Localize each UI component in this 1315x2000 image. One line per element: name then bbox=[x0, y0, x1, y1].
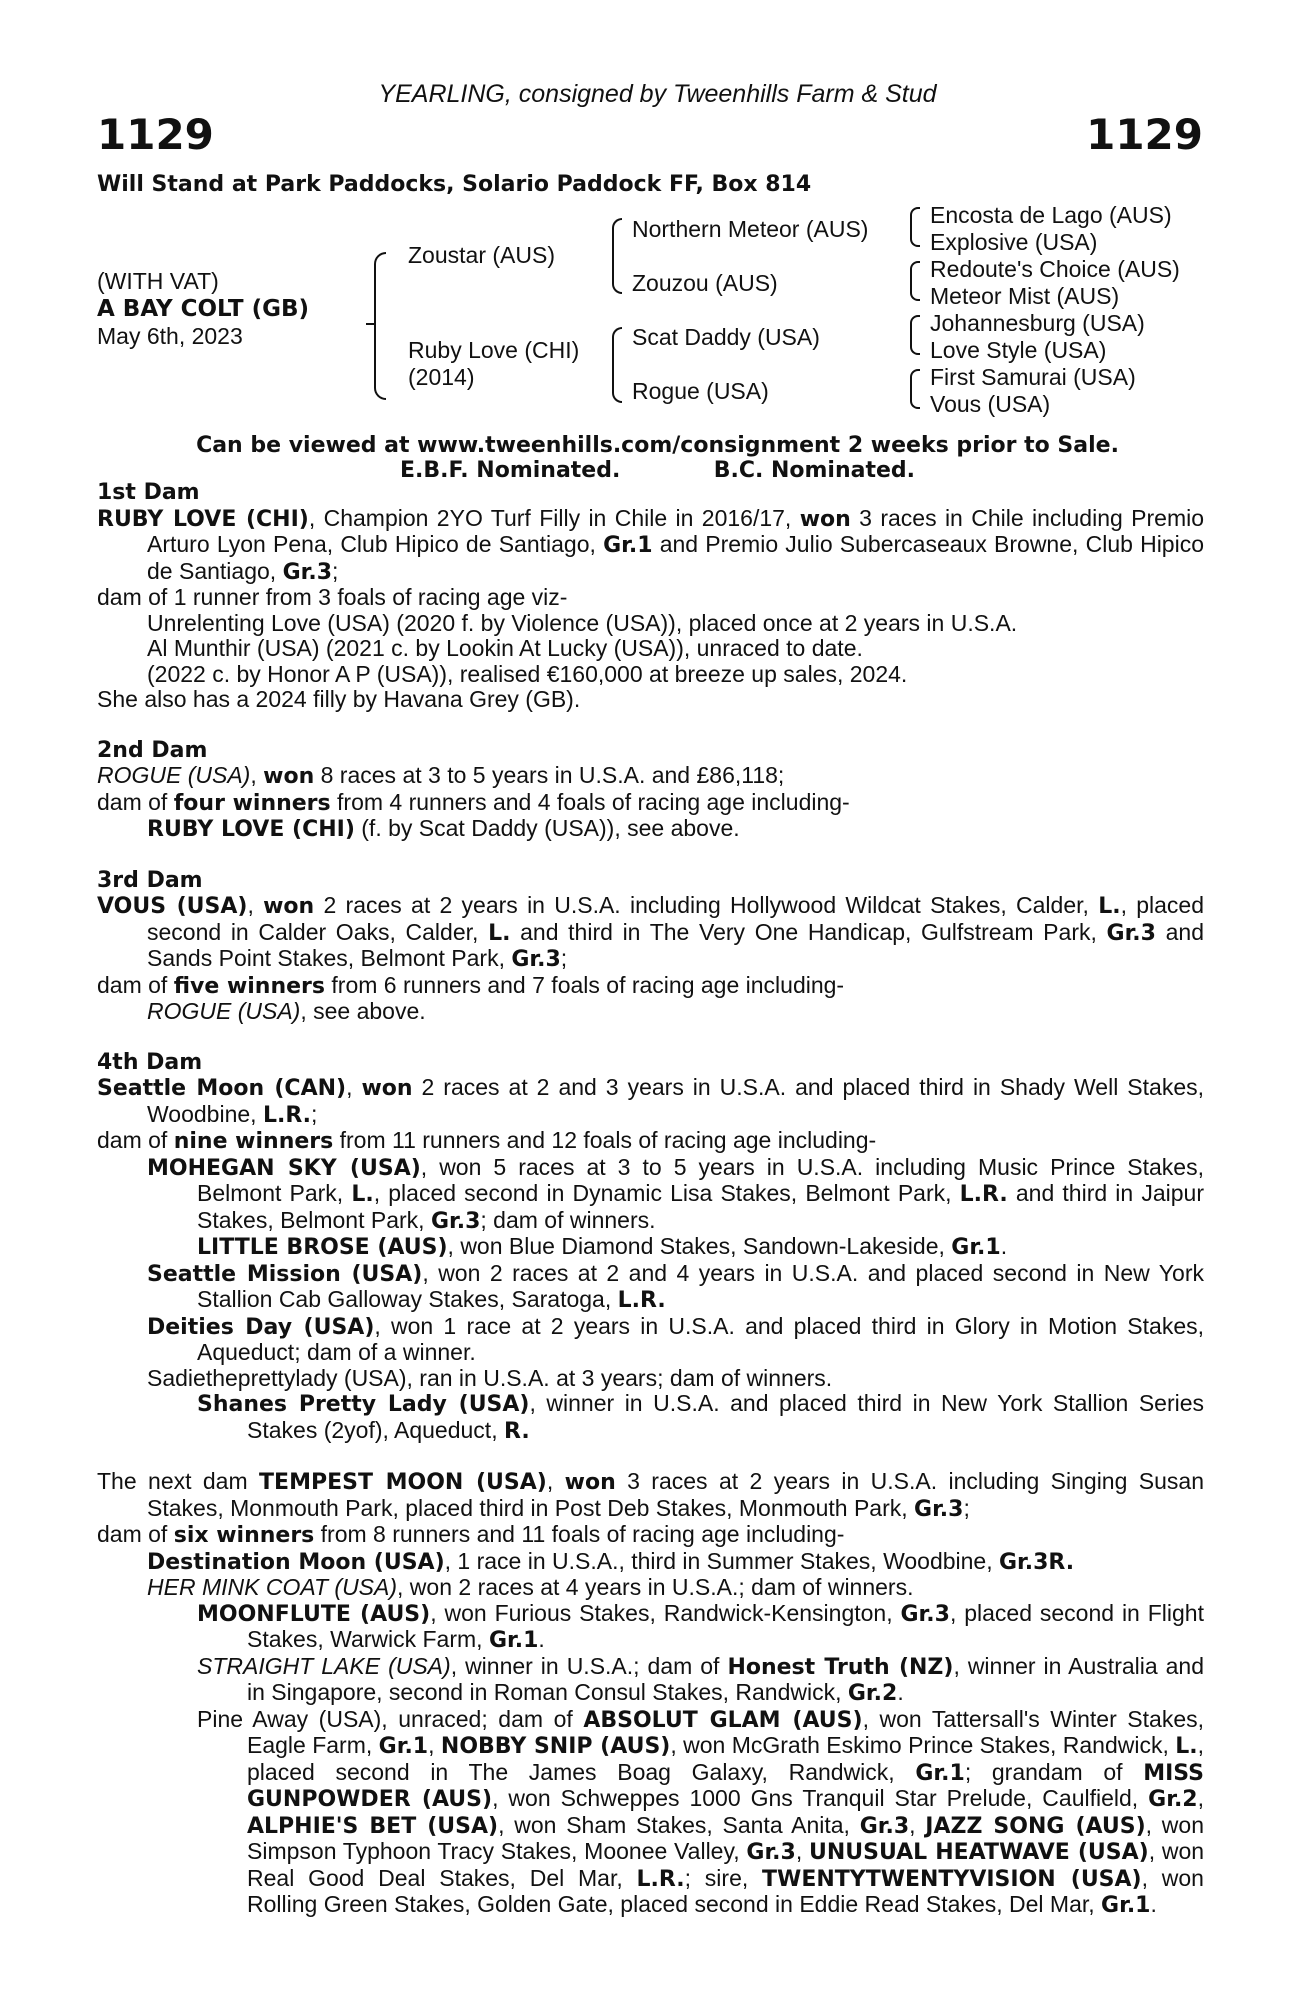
nextdam-progeny-mink: HER MINK COAT (USA), won 2 races at 4 years in U.S.A.; dam of winners. bbox=[147, 1574, 914, 1600]
dam1-name: RUBY LOVE (CHI) bbox=[97, 506, 309, 532]
dam3-name: VOUS (USA) bbox=[97, 894, 248, 919]
dam2-progeny-1: RUBY LOVE (CHI) (f. by Scat Daddy (USA)), see above. bbox=[147, 815, 740, 842]
nextdam-name: TEMPEST MOON (USA) bbox=[259, 1470, 547, 1495]
dam1-dam-of: dam of 1 runner from 3 foals of racing age viz- bbox=[97, 584, 568, 610]
dam4-record: Seattle Moon (CAN), won 2 races at 2 and 3 years in U.S.A. and placed third in Shady Well Stakes, Woodbine, L.R.; bbox=[97, 1074, 1204, 1128]
pedigree-brace-g3 bbox=[910, 315, 920, 355]
vat-label: (WITH VAT) bbox=[97, 268, 219, 294]
pedigree-sire-sire: Northern Meteor (AUS) bbox=[632, 216, 869, 242]
nextdam-progeny-destination: Destination Moon (USA), 1 race in U.S.A., third in Summer Stakes, Woodbine, Gr.3R. bbox=[147, 1547, 1075, 1575]
dam2-name: ROGUE (USA) bbox=[97, 762, 251, 788]
pedigree-g6: Love Style (USA) bbox=[930, 337, 1107, 363]
dam1-also: She also has a 2024 filly by Havana Grey (GB). bbox=[97, 686, 581, 712]
dam1-record: RUBY LOVE (CHI), Champion 2YO Turf Filly in Chile in 2016/17, won 3 races in Chile including Premio Arturo Lyon Pena, Club Hipico de Santiago, Gr.1 and Premio Julio Subercaseaux Browne, Club Hipico de Santiago, Gr.3; bbox=[97, 504, 1205, 585]
pedigree-g3: Redoute's Choice (AUS) bbox=[930, 256, 1180, 282]
dam1-heading: 1st Dam bbox=[97, 480, 200, 505]
pedigree-brace-main bbox=[374, 252, 386, 400]
pedigree-brace-dam bbox=[612, 327, 622, 403]
nextdam-grandprogeny-pine: Pine Away (USA), unraced; dam of ABSOLUT GLAM (AUS), won Tattersall's Winter Stakes, Eagle Farm, Gr.1, NOBBY SNIP (AUS), won McGrath Eskimo Prince Stakes, Randwick, L., placed second in The James Boag Galaxy, Randwick, Gr.1; grandam of MISS GUNPOWDER (AUS), won Schweppes 1000 Gns Tranquil Star Prelude, Caulfield, Gr.2, ALPHIE'S BET (USA), won Sham Stakes, Santa Anita, Gr.3, JAZZ SONG (AUS), won Simpson Typhoon Tracy Stakes, Moonee Valley, Gr.3, UNUSUAL HEATWAVE (USA), won Real Good Deal Stakes, Del Mar, L.R.; sire, TWENTYTWENTYVISION (USA), won Rolling Green Stakes, Golden Gate, placed second in Eddie Read Stakes, Del Mar, Gr.1. bbox=[197, 1705, 1205, 1918]
dam3-dam-of: dam of five winners from 6 runners and 7 foals of racing age including- bbox=[97, 971, 845, 999]
dam1-progeny-1: Unrelenting Love (USA) (2020 f. by Violence (USA)), placed once at 2 years in U.S.A. bbox=[147, 609, 1018, 636]
pedigree-g8: Vous (USA) bbox=[930, 391, 1051, 417]
pedigree-g1: Encosta de Lago (AUS) bbox=[930, 202, 1172, 228]
nextdam-grandprogeny-straight: STRAIGHT LAKE (USA), winner in U.S.A.; dam of Honest Truth (NZ), winner in Australia and in Singapore, second in Roman Consul Stakes, Randwick, Gr.2. bbox=[197, 1652, 1205, 1706]
lot-number-left: 1129 bbox=[97, 110, 214, 159]
pedigree-dam-sire: Scat Daddy (USA) bbox=[632, 324, 820, 350]
dam4-progeny-deities: Deities Day (USA), won 1 race at 2 years in U.S.A. and placed third in Glory in Motion Stakes, Aqueduct; dam of a winner. bbox=[147, 1312, 1205, 1365]
viewing-note: Can be viewed at www.tweenhills.com/consignment 2 weeks prior to Sale. bbox=[196, 433, 1119, 458]
bc-nominated: B.C. Nominated. bbox=[713, 458, 916, 483]
lot-number-right: 1129 bbox=[1086, 110, 1203, 159]
dam2-record: ROGUE (USA), won 8 races at 3 to 5 years in U.S.A. and £86,118; bbox=[97, 762, 785, 789]
dam3-record: VOUS (USA), won 2 races at 2 years in U.S.A. including Hollywood Wildcat Stakes, Calder, L., placed second in Calder Oaks, Calder, L. and third in The Very One Handicap, Gulfstream Park, Gr.3 and Sands Point Stakes, Belmont Park, Gr.3; bbox=[97, 892, 1205, 972]
consigned-line: YEARLING, consigned by Tweenhills Farm & Stud bbox=[378, 80, 937, 108]
pedigree-g4: Meteor Mist (AUS) bbox=[930, 283, 1120, 309]
nextdam-grandprogeny-moonflute: MOONFLUTE (AUS), won Furious Stakes, Randwick-Kensington, Gr.3, placed second in Flight Stakes, Warwick Farm, Gr.1. bbox=[197, 1599, 1204, 1653]
dam4-heading: 4th Dam bbox=[97, 1049, 203, 1075]
pedigree-brace-g1 bbox=[910, 207, 920, 247]
pedigree-sire-dam: Zouzou (AUS) bbox=[632, 270, 778, 296]
nextdam-record: The next dam TEMPEST MOON (USA), won 3 races at 2 years in U.S.A. including Singing Susan Stakes, Monmouth Park, placed third in Post Deb Stakes, Monmouth Park, Gr.3; bbox=[97, 1468, 1204, 1522]
pedigree-dam: Ruby Love (CHI) bbox=[408, 337, 580, 363]
dam4-progeny-sadie: Sadietheprettylady (USA), ran in U.S.A. at 3 years; dam of winners. bbox=[147, 1364, 833, 1391]
pedigree-brace-g2 bbox=[910, 261, 920, 301]
stand-location: Will Stand at Park Paddocks, Solario Paddock FF, Box 814 bbox=[97, 172, 812, 197]
ebf-nominated: E.B.F. Nominated. bbox=[399, 458, 621, 483]
dam2-heading: 2nd Dam bbox=[97, 737, 208, 763]
pedigree-brace-main-point bbox=[366, 323, 375, 325]
dam4-progeny-mission: Seattle Mission (USA), won 2 races at 2 and 4 years in U.S.A. and placed second in New York Stallion Cab Galloway Stakes, Saratoga, L.R. bbox=[147, 1259, 1204, 1313]
dam-line-body bbox=[97, 480, 1204, 1919]
dam1-progeny-2: Al Munthir (USA) (2021 c. by Lookin At Lucky (USA)), unraced to date. bbox=[147, 635, 863, 661]
horse-name: A BAY COLT (GB) bbox=[97, 296, 310, 322]
pedigree-brace-sire bbox=[612, 218, 622, 294]
dam2-dam-of: dam of four winners from 4 runners and 4 foals of racing age including- bbox=[97, 788, 850, 816]
pedigree-brace-g4 bbox=[910, 369, 920, 409]
dam3-progeny-1: ROGUE (USA), see above. bbox=[147, 998, 426, 1024]
foaling-date: May 6th, 2023 bbox=[97, 323, 243, 349]
pedigree-dam-year: (2014) bbox=[408, 364, 475, 390]
pedigree-g7: First Samurai (USA) bbox=[930, 364, 1136, 390]
nextdam-dam-of: dam of six winners from 8 runners and 11 foals of racing age including- bbox=[97, 1521, 845, 1548]
pedigree-g5: Johannesburg (USA) bbox=[930, 310, 1145, 336]
dam4-grandprogeny-brose: LITTLE BROSE (AUS), won Blue Diamond Stakes, Sandown-Lakeside, Gr.1. bbox=[197, 1233, 1008, 1260]
pedigree-g2: Explosive (USA) bbox=[930, 229, 1098, 255]
dam4-grandprogeny-shanes: Shanes Pretty Lady (USA), winner in U.S.A. and placed third in New York Stallion Series Stakes (2yof), Aqueduct, R. bbox=[197, 1390, 1205, 1444]
dam4-name: Seattle Moon (CAN) bbox=[97, 1076, 347, 1101]
pedigree-dam-dam: Rogue (USA) bbox=[632, 378, 769, 404]
dam4-dam-of: dam of nine winners from 11 runners and 12 foals of racing age including- bbox=[97, 1127, 877, 1154]
dam4-progeny-mohegan: MOHEGAN SKY (USA), won 5 races at 3 to 5 years in U.S.A. including Music Prince Stakes, Belmont Park, L., placed second in Dynamic Lisa Stakes, Belmont Park, L.R. and third in Jaipur Stakes, Belmont Park, Gr.3; dam of winners. bbox=[147, 1153, 1204, 1234]
pedigree-sire: Zoustar (AUS) bbox=[408, 242, 555, 268]
dam3-heading: 3rd Dam bbox=[97, 867, 203, 893]
dam1-progeny-3: (2022 c. by Honor A P (USA)), realised €160,000 at breeze up sales, 2024. bbox=[147, 660, 908, 687]
